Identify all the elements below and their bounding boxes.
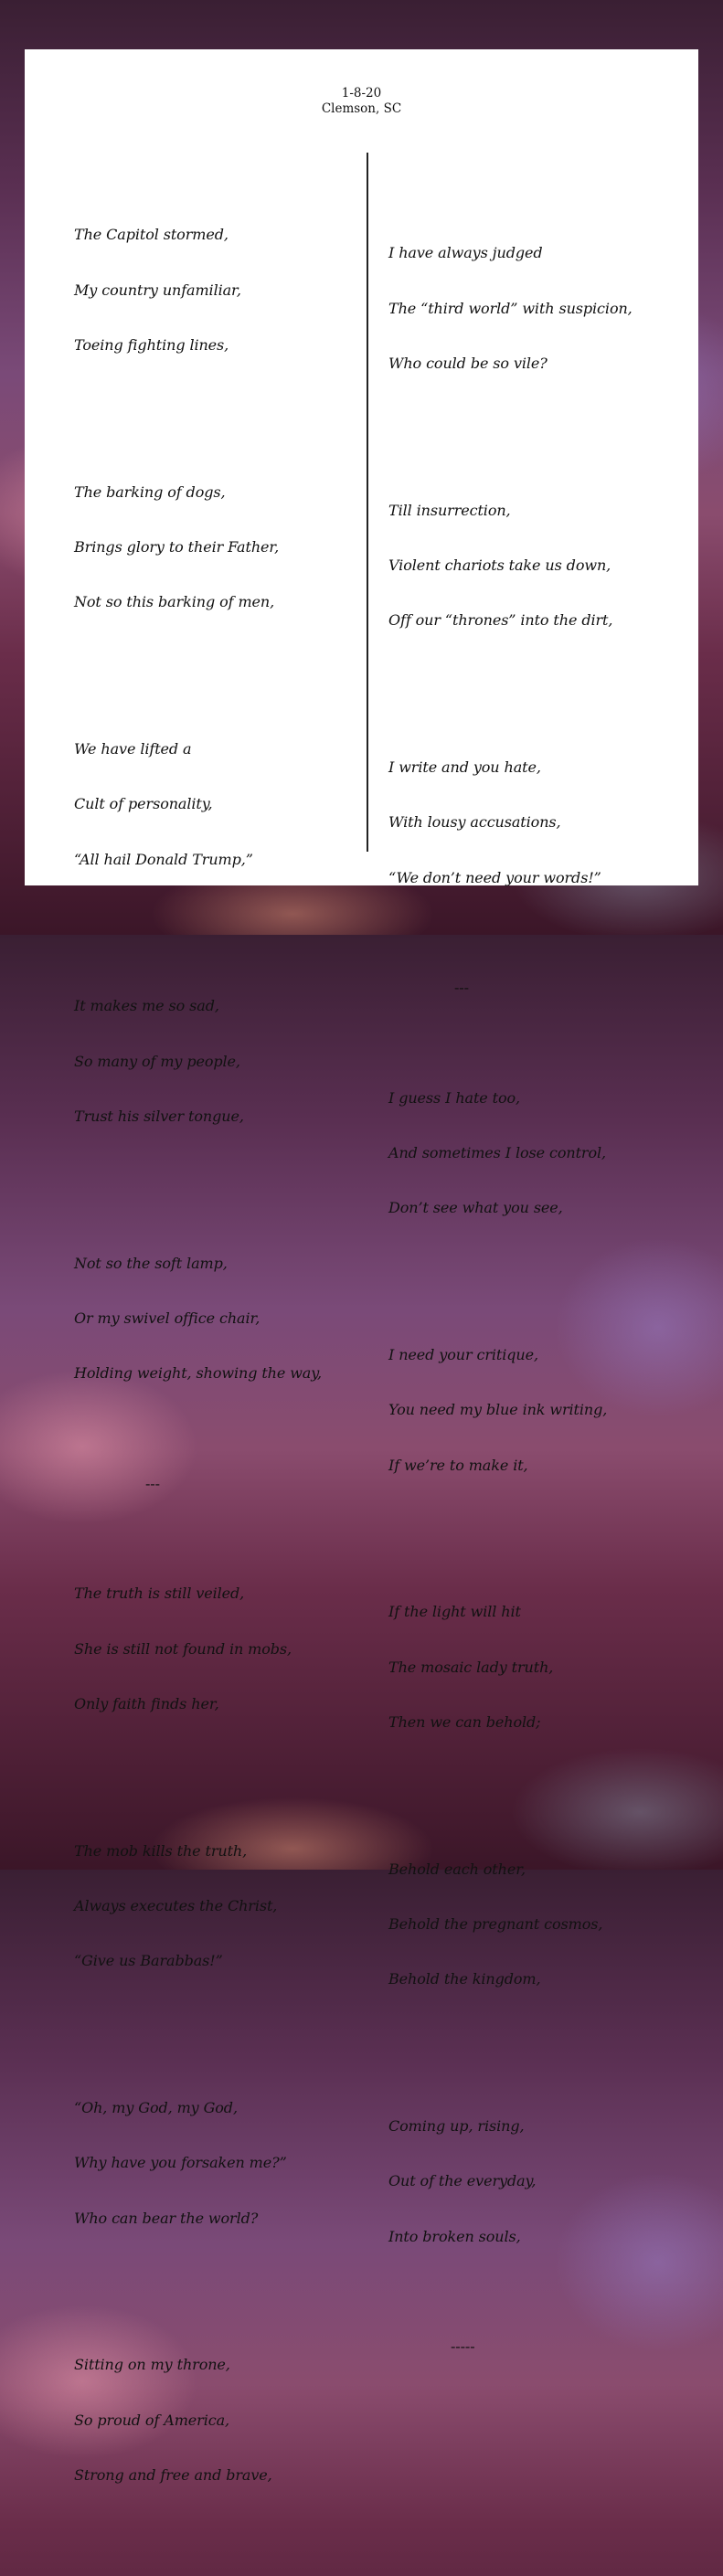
poem-line: Violent chariots take us down, xyxy=(388,556,611,574)
stanza xyxy=(388,1566,633,1768)
poem-line: Off our “thrones” into the dirt, xyxy=(388,611,613,630)
stanza xyxy=(74,1805,322,2007)
poem-line: It makes me so sad, xyxy=(74,997,219,1015)
stanza xyxy=(388,2081,633,2283)
poem-line: Cult of personality, xyxy=(74,795,213,813)
stanza xyxy=(74,1548,322,1750)
poem-line: So many of my people, xyxy=(74,1052,240,1070)
poem-line: Then we can behold; xyxy=(388,1712,541,1731)
stanza xyxy=(388,1053,633,1255)
poem-line: Only faith finds her, xyxy=(74,1694,219,1712)
poem-line: Coming up, rising, xyxy=(388,2116,525,2135)
poem-line: The barking of dogs, xyxy=(74,482,226,501)
poem-line: With lousy accusations, xyxy=(388,813,561,832)
poem-line: Out of the everyday, xyxy=(388,2172,537,2190)
stanza xyxy=(388,1823,633,2025)
end-mark: ----- xyxy=(451,2337,475,2356)
poem-line: She is still not found in mobs, xyxy=(74,1639,292,1658)
poem-date: 1-8-20 xyxy=(341,86,382,101)
poem-line: The “third world” with suspicion, xyxy=(388,299,633,317)
poem-line: So proud of America, xyxy=(74,2411,230,2429)
stanza xyxy=(388,722,633,924)
poem-line: I guess I hate too, xyxy=(388,1088,521,1107)
section-separator: --- xyxy=(454,979,469,997)
stanza xyxy=(74,2319,322,2521)
poem-header xyxy=(25,86,698,117)
poem-line: Strong and free and brave, xyxy=(74,2465,272,2484)
poem-line: I have always judged xyxy=(388,244,543,262)
poem-line: My country unfamiliar, xyxy=(74,281,241,299)
poem-line: I write and you hate, xyxy=(388,758,541,776)
poem-line: Why have you forsaken me?” xyxy=(74,2154,287,2172)
poem-line: And sometimes I lose control, xyxy=(388,1143,606,1161)
column-divider xyxy=(367,153,368,852)
poem-line: Or my swivel office chair, xyxy=(74,1309,260,1327)
poem-line: Trust his silver tongue, xyxy=(74,1107,244,1125)
poem-line: Behold the kingdom, xyxy=(388,1970,541,1988)
poem-line: Behold the pregnant cosmos, xyxy=(388,1914,603,1933)
poem-line: “Give us Barabbas!” xyxy=(74,1952,223,1970)
poem-line: Who can bear the world? xyxy=(74,2209,259,2227)
stanza xyxy=(388,1309,633,1511)
poem-line: You need my blue ink writing, xyxy=(388,1401,608,1419)
stanza xyxy=(74,960,322,1162)
stanza xyxy=(388,465,633,667)
poem-line: Not so this barking of men, xyxy=(74,593,275,611)
poem-line: We have lifted a xyxy=(74,740,192,758)
stanza xyxy=(388,207,633,409)
stanza xyxy=(74,1217,322,1419)
poem-line: If we’re to make it, xyxy=(388,1456,528,1474)
poem-line: The mosaic lady truth, xyxy=(388,1658,554,1676)
poem-page xyxy=(25,49,698,2484)
poem-line: Into broken souls, xyxy=(388,2227,521,2245)
poem-line: “All hail Donald Trump,” xyxy=(74,850,253,868)
poem-line: Who could be so vile? xyxy=(388,354,548,372)
poem-line: Holding weight, showing the way, xyxy=(74,1364,323,1383)
stanza xyxy=(74,189,322,391)
poem-line: Toeing fighting lines, xyxy=(74,335,229,354)
poem-line: Till insurrection, xyxy=(388,501,511,519)
poem-place: Clemson, SC xyxy=(321,101,402,116)
poem-line: Brings glory to their Father, xyxy=(74,537,280,556)
poem-line: I need your critique, xyxy=(388,1346,538,1363)
stanza xyxy=(74,447,322,649)
poem-line: If the light will hit xyxy=(388,1603,521,1621)
stanza xyxy=(74,704,322,906)
poem-line: Behold each other, xyxy=(388,1860,526,1878)
section-separator: --- xyxy=(145,1474,160,1492)
right-column xyxy=(388,171,633,2411)
stanza xyxy=(74,2062,322,2264)
poem-line: The Capitol stormed, xyxy=(74,226,229,244)
poem-line: “We don’t need your words!” xyxy=(388,868,601,886)
left-column xyxy=(74,153,322,2576)
poem-line: Always executes the Christ, xyxy=(74,1896,278,1914)
poem-line: The truth is still veiled, xyxy=(74,1585,245,1603)
poem-line: Not so the soft lamp, xyxy=(74,1254,228,1272)
poem-line: The mob kills the truth, xyxy=(74,1841,248,1860)
poem-line: Sitting on my throne, xyxy=(74,2356,230,2374)
poem-line: Don’t see what you see, xyxy=(388,1199,563,1217)
poem-line: “Oh, my God, my God, xyxy=(74,2098,238,2116)
